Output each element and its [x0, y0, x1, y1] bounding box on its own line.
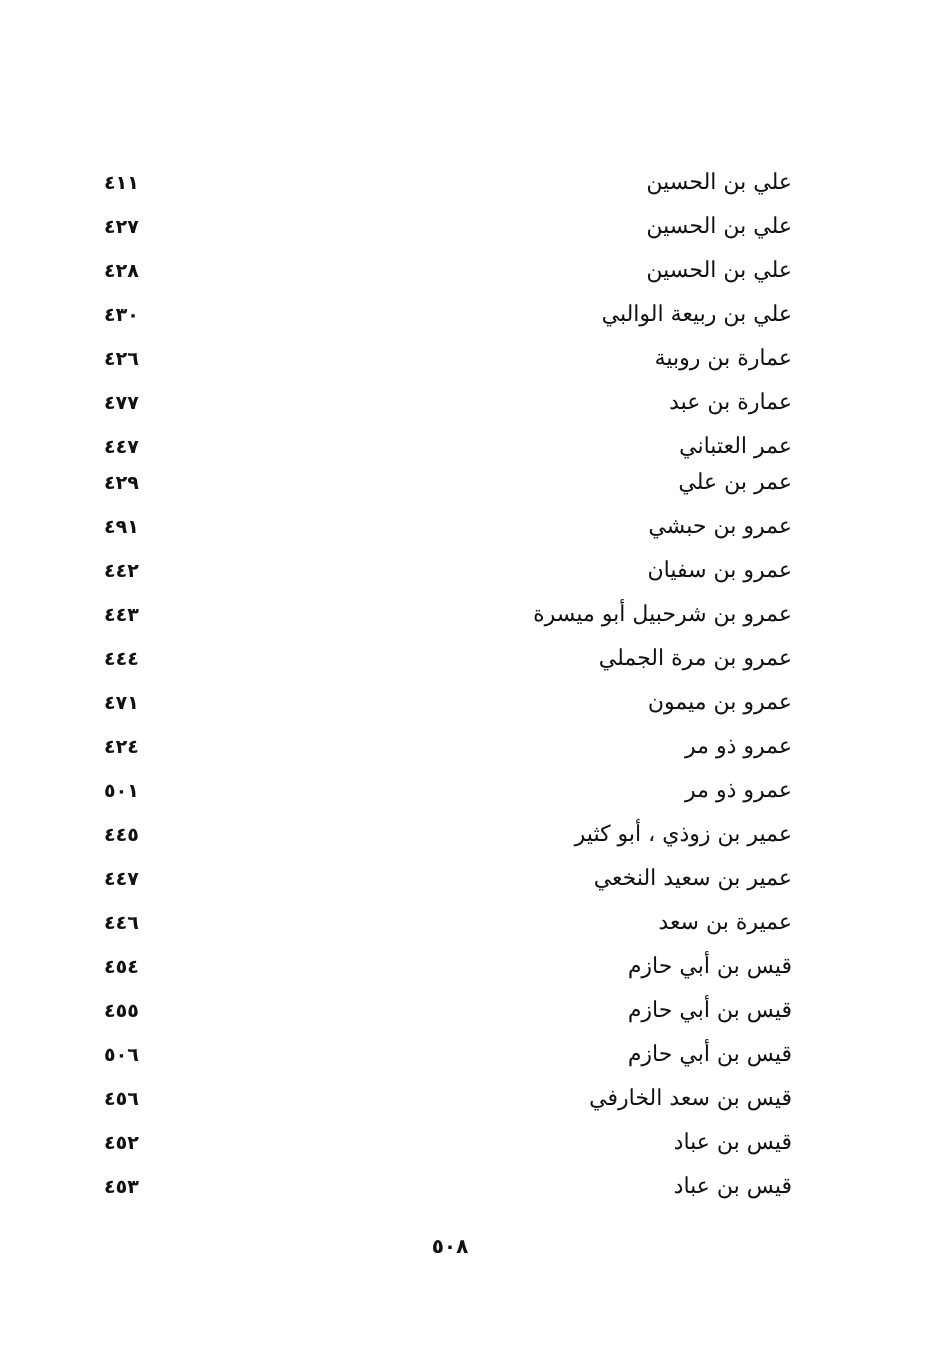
list-item [100, 506, 800, 550]
list-item [100, 382, 800, 426]
entry-name: عمير بن زوذي ، أبو كثير [574, 822, 792, 847]
list-item [100, 426, 800, 462]
entry-page-number: ٤٥٦ [104, 1088, 139, 1110]
list-item [100, 858, 800, 902]
list-item [100, 726, 800, 770]
list-item [100, 682, 800, 726]
entry-page-number: ٤٩١ [104, 516, 139, 538]
entry-name: قيس بن أبي حازم [627, 1042, 792, 1067]
entry-page-number: ٤٤٤ [104, 648, 139, 670]
entry-page-number: ٤٣٠ [104, 304, 139, 326]
list-item [100, 1034, 800, 1078]
entry-page-number: ٤٢٧ [104, 216, 139, 238]
list-item [100, 770, 800, 814]
entry-page-number: ٤٥٥ [104, 1000, 139, 1022]
entry-name: قيس بن عباد [673, 1130, 792, 1155]
entry-name: عمرو بن سفيان [647, 558, 792, 583]
entry-page-number: ٥٠٦ [104, 1044, 139, 1066]
entry-name: عمرو بن شرحبيل أبو ميسرة [533, 602, 792, 627]
entry-name: عمر بن علي [678, 470, 792, 495]
entry-name: عمرو ذو مر [685, 734, 792, 759]
entry-name: عمارة بن روبية [654, 346, 792, 371]
list-item [100, 946, 800, 990]
entry-page-number: ٤٤٧ [104, 868, 139, 890]
entry-page-number: ٤١١ [104, 172, 139, 194]
list-item [100, 250, 800, 294]
list-item [100, 206, 800, 250]
entry-page-number: ٤٤٢ [104, 560, 139, 582]
entry-page-number: ٤٤٦ [104, 912, 139, 934]
list-item [100, 594, 800, 638]
list-item [100, 1078, 800, 1122]
entry-page-number: ٤٧١ [104, 692, 139, 714]
entry-name: علي بن ربيعة الوالبي [601, 302, 792, 327]
list-item [100, 550, 800, 594]
narrator-index-list [100, 162, 800, 1210]
entry-page-number: ٥٠١ [104, 780, 139, 802]
list-item [100, 462, 800, 506]
entry-name: قيس بن عباد [673, 1174, 792, 1199]
entry-name: عميرة بن سعد [658, 910, 792, 935]
page-number: ٥٠٨ [431, 1234, 469, 1258]
entry-name: عمرو ذو مر [685, 778, 792, 803]
entry-page-number: ٤٢٩ [104, 472, 139, 494]
list-item [100, 338, 800, 382]
entry-name: قيس بن أبي حازم [627, 954, 792, 979]
entry-page-number: ٤٢٨ [104, 260, 139, 282]
entry-name: عمارة بن عبد [669, 390, 792, 415]
entry-name: عمير بن سعيد النخعي [593, 866, 792, 891]
list-item [100, 990, 800, 1034]
list-item [100, 294, 800, 338]
list-item [100, 638, 800, 682]
list-item [100, 1166, 800, 1210]
entry-page-number: ٤٢٦ [104, 348, 139, 370]
entry-name: علي بن الحسين [646, 258, 792, 283]
entry-name: قيس بن أبي حازم [627, 998, 792, 1023]
entry-page-number: ٤٤٧ [104, 436, 139, 458]
entry-name: عمرو بن مرة الجملي [598, 646, 792, 671]
list-item [100, 1122, 800, 1166]
list-item [100, 162, 800, 206]
entry-name: قيس بن سعد الخارفي [589, 1086, 792, 1111]
entry-name: عمرو بن ميمون [647, 690, 792, 715]
entry-page-number: ٤٧٧ [104, 392, 139, 414]
list-item [100, 814, 800, 858]
entry-page-number: ٤٢٤ [104, 736, 139, 758]
entry-name: عمر العتباني [679, 434, 792, 459]
entry-page-number: ٤٤٣ [104, 604, 139, 626]
entry-name: علي بن الحسين [646, 214, 792, 239]
entry-name: علي بن الحسين [646, 170, 792, 195]
entry-page-number: ٤٤٥ [104, 824, 139, 846]
entry-page-number: ٤٥٢ [104, 1132, 139, 1154]
list-item [100, 902, 800, 946]
entry-page-number: ٤٥٤ [104, 956, 139, 978]
entry-name: عمرو بن حبشي [648, 514, 792, 539]
entry-page-number: ٤٥٣ [104, 1176, 139, 1198]
